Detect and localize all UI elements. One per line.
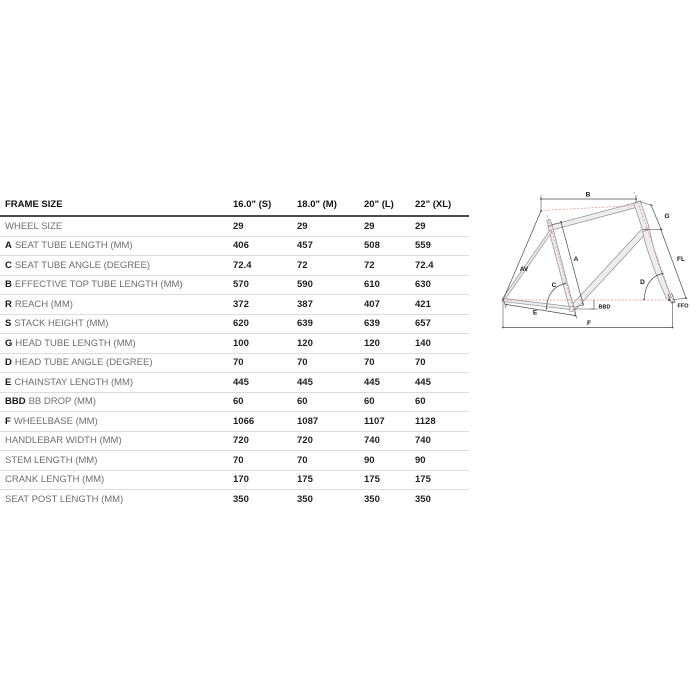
row-value: 372 <box>233 299 249 309</box>
fork <box>643 230 672 299</box>
row-value: 406 <box>233 241 249 251</box>
row-value: 175 <box>297 475 313 485</box>
row-label <box>0 319 233 329</box>
row-label-text: HANDLEBAR WIDTH (MM) <box>5 436 122 446</box>
label-fork-offset: FFO <box>677 303 689 310</box>
dim-G <box>651 205 661 229</box>
bike-geometry-diagram <box>488 178 700 336</box>
row-prefix: R <box>5 299 12 309</box>
label-fork-length: FL <box>677 256 685 263</box>
row-value: 350 <box>415 495 431 505</box>
row-value: 170 <box>233 475 249 485</box>
table-row <box>0 471 469 491</box>
header-size-xl: 22" (XL) <box>415 200 452 210</box>
row-label <box>0 358 233 368</box>
row-value: 570 <box>233 280 249 290</box>
row-prefix: BBD <box>5 397 26 407</box>
table-row <box>0 256 469 276</box>
row-value: 29 <box>364 221 375 231</box>
label-bb-drop: BBD <box>598 304 611 311</box>
row-value: 60 <box>297 397 308 407</box>
table-row <box>0 276 469 296</box>
row-label <box>0 436 233 446</box>
row-prefix: F <box>5 416 11 426</box>
row-label-text: HEAD TUBE LENGTH (MM) <box>15 338 136 348</box>
row-label-text: WHEEL SIZE <box>5 221 63 231</box>
header-size-m: 18.0" (M) <box>297 200 337 210</box>
table-row <box>0 393 469 413</box>
row-value: 421 <box>415 299 431 309</box>
spec-table-body <box>0 217 469 510</box>
row-value: 72.4 <box>233 260 252 270</box>
row-label <box>0 495 233 505</box>
row-label-text: SEAT POST LENGTH (MM) <box>5 495 124 505</box>
row-label <box>0 280 233 290</box>
table-row <box>0 373 469 393</box>
table-row <box>0 334 469 354</box>
table-row <box>0 315 469 335</box>
row-label <box>0 417 233 427</box>
row-label <box>0 397 233 407</box>
row-label-text: REACH (MM) <box>14 299 73 309</box>
row-value: 387 <box>297 299 313 309</box>
row-prefix: D <box>5 358 12 368</box>
row-value: 740 <box>415 436 431 446</box>
row-prefix: G <box>5 338 13 348</box>
row-value: 720 <box>233 436 249 446</box>
row-value: 590 <box>297 280 313 290</box>
row-label-text: STEM LENGTH (MM) <box>5 455 98 465</box>
label-seat-angle: C <box>551 282 557 289</box>
label-head-tube: G <box>664 213 670 220</box>
row-value: 29 <box>297 221 308 231</box>
row-prefix: A <box>5 241 12 251</box>
row-value: 350 <box>233 495 249 505</box>
row-value: 457 <box>297 241 313 251</box>
seat-tube-axis-line <box>547 215 575 314</box>
table-row <box>0 295 469 315</box>
label-head-angle: D <box>640 279 645 286</box>
label-seat-aux: AV <box>519 266 529 273</box>
row-value: 70 <box>415 358 426 368</box>
row-label <box>0 241 233 251</box>
row-label <box>0 456 233 466</box>
row-label-text: EFFECTIVE TOP TUBE LENGTH (MM) <box>14 280 183 290</box>
row-label <box>0 261 233 271</box>
row-value: 70 <box>297 358 308 368</box>
row-value: 350 <box>364 495 380 505</box>
row-value: 610 <box>364 280 380 290</box>
geometry-table <box>0 195 469 510</box>
row-value: 70 <box>364 358 375 368</box>
row-value: 720 <box>297 436 313 446</box>
row-value: 60 <box>233 397 244 407</box>
row-value: 29 <box>233 221 244 231</box>
row-value: 90 <box>415 455 426 465</box>
row-prefix: C <box>5 260 12 270</box>
row-label-text: SEAT TUBE ANGLE (DEGREE) <box>14 260 151 270</box>
row-label-text: BB DROP (MM) <box>28 397 96 407</box>
row-value: 70 <box>233 358 244 368</box>
row-value: 175 <box>364 475 380 485</box>
row-value: 445 <box>364 377 380 387</box>
row-label <box>0 300 233 310</box>
row-label-text: CRANK LENGTH (MM) <box>5 475 105 485</box>
row-value: 630 <box>415 280 431 290</box>
label-chainstay: E <box>532 309 538 317</box>
row-value: 620 <box>233 319 249 329</box>
table-row <box>0 237 469 257</box>
row-value: 70 <box>233 455 244 465</box>
head-tube <box>634 201 650 230</box>
row-label-text: HEAD TUBE ANGLE (DEGREE) <box>14 358 153 368</box>
row-value: 60 <box>364 397 375 407</box>
row-label-text: WHEELBASE (MM) <box>13 416 98 426</box>
row-value: 140 <box>415 338 431 348</box>
row-value: 445 <box>233 377 249 387</box>
row-label-text: SEAT TUBE LENGTH (MM) <box>14 241 133 251</box>
row-value: 120 <box>364 338 380 348</box>
row-value: 407 <box>364 299 380 309</box>
row-value: 175 <box>415 475 431 485</box>
row-value: 445 <box>297 377 313 387</box>
row-prefix: B <box>5 280 12 290</box>
row-label <box>0 339 233 349</box>
row-value: 350 <box>297 495 313 505</box>
row-label-text: CHAINSTAY LENGTH (MM) <box>14 377 134 387</box>
table-row <box>0 451 469 471</box>
label-seat-tube: A <box>573 256 579 263</box>
bike-frame <box>502 201 671 312</box>
row-value: 559 <box>415 241 431 251</box>
seat-tube <box>548 225 574 309</box>
row-label <box>0 378 233 388</box>
row-value: 72.4 <box>415 260 434 270</box>
row-value: 70 <box>297 455 308 465</box>
header-frame-size: FRAME SIZE <box>5 200 63 210</box>
row-value: 90 <box>364 455 375 465</box>
table-row <box>0 217 469 237</box>
table-row <box>0 490 469 510</box>
geometry-table-header <box>0 195 469 217</box>
row-value: 639 <box>297 319 313 329</box>
header-size-s: 16.0" (S) <box>233 200 272 210</box>
row-label <box>0 222 233 232</box>
header-size-l: 20" (L) <box>364 200 394 210</box>
row-value: 120 <box>297 338 313 348</box>
row-value: 100 <box>233 338 249 348</box>
label-wheelbase: F <box>587 320 591 327</box>
row-value: 445 <box>415 377 431 387</box>
row-prefix: E <box>5 377 12 387</box>
row-label <box>0 475 233 485</box>
row-value: 740 <box>364 436 380 446</box>
dim-A <box>561 222 583 304</box>
row-value: 60 <box>415 397 426 407</box>
row-value: 1128 <box>415 416 436 426</box>
table-row <box>0 412 469 432</box>
row-prefix: S <box>5 319 12 329</box>
label-top-tube: B <box>585 191 591 199</box>
table-row <box>0 432 469 452</box>
row-value: 639 <box>364 319 380 329</box>
row-value: 1066 <box>233 416 255 426</box>
row-value: 72 <box>297 260 308 270</box>
row-value: 508 <box>364 241 380 251</box>
table-row <box>0 354 469 374</box>
row-value: 1087 <box>297 416 319 426</box>
row-value: 1107 <box>364 416 385 426</box>
row-label-text: STACK HEIGHT (MM) <box>14 319 109 329</box>
row-value: 29 <box>415 221 426 231</box>
row-value: 657 <box>415 319 431 329</box>
row-value: 72 <box>364 260 375 270</box>
